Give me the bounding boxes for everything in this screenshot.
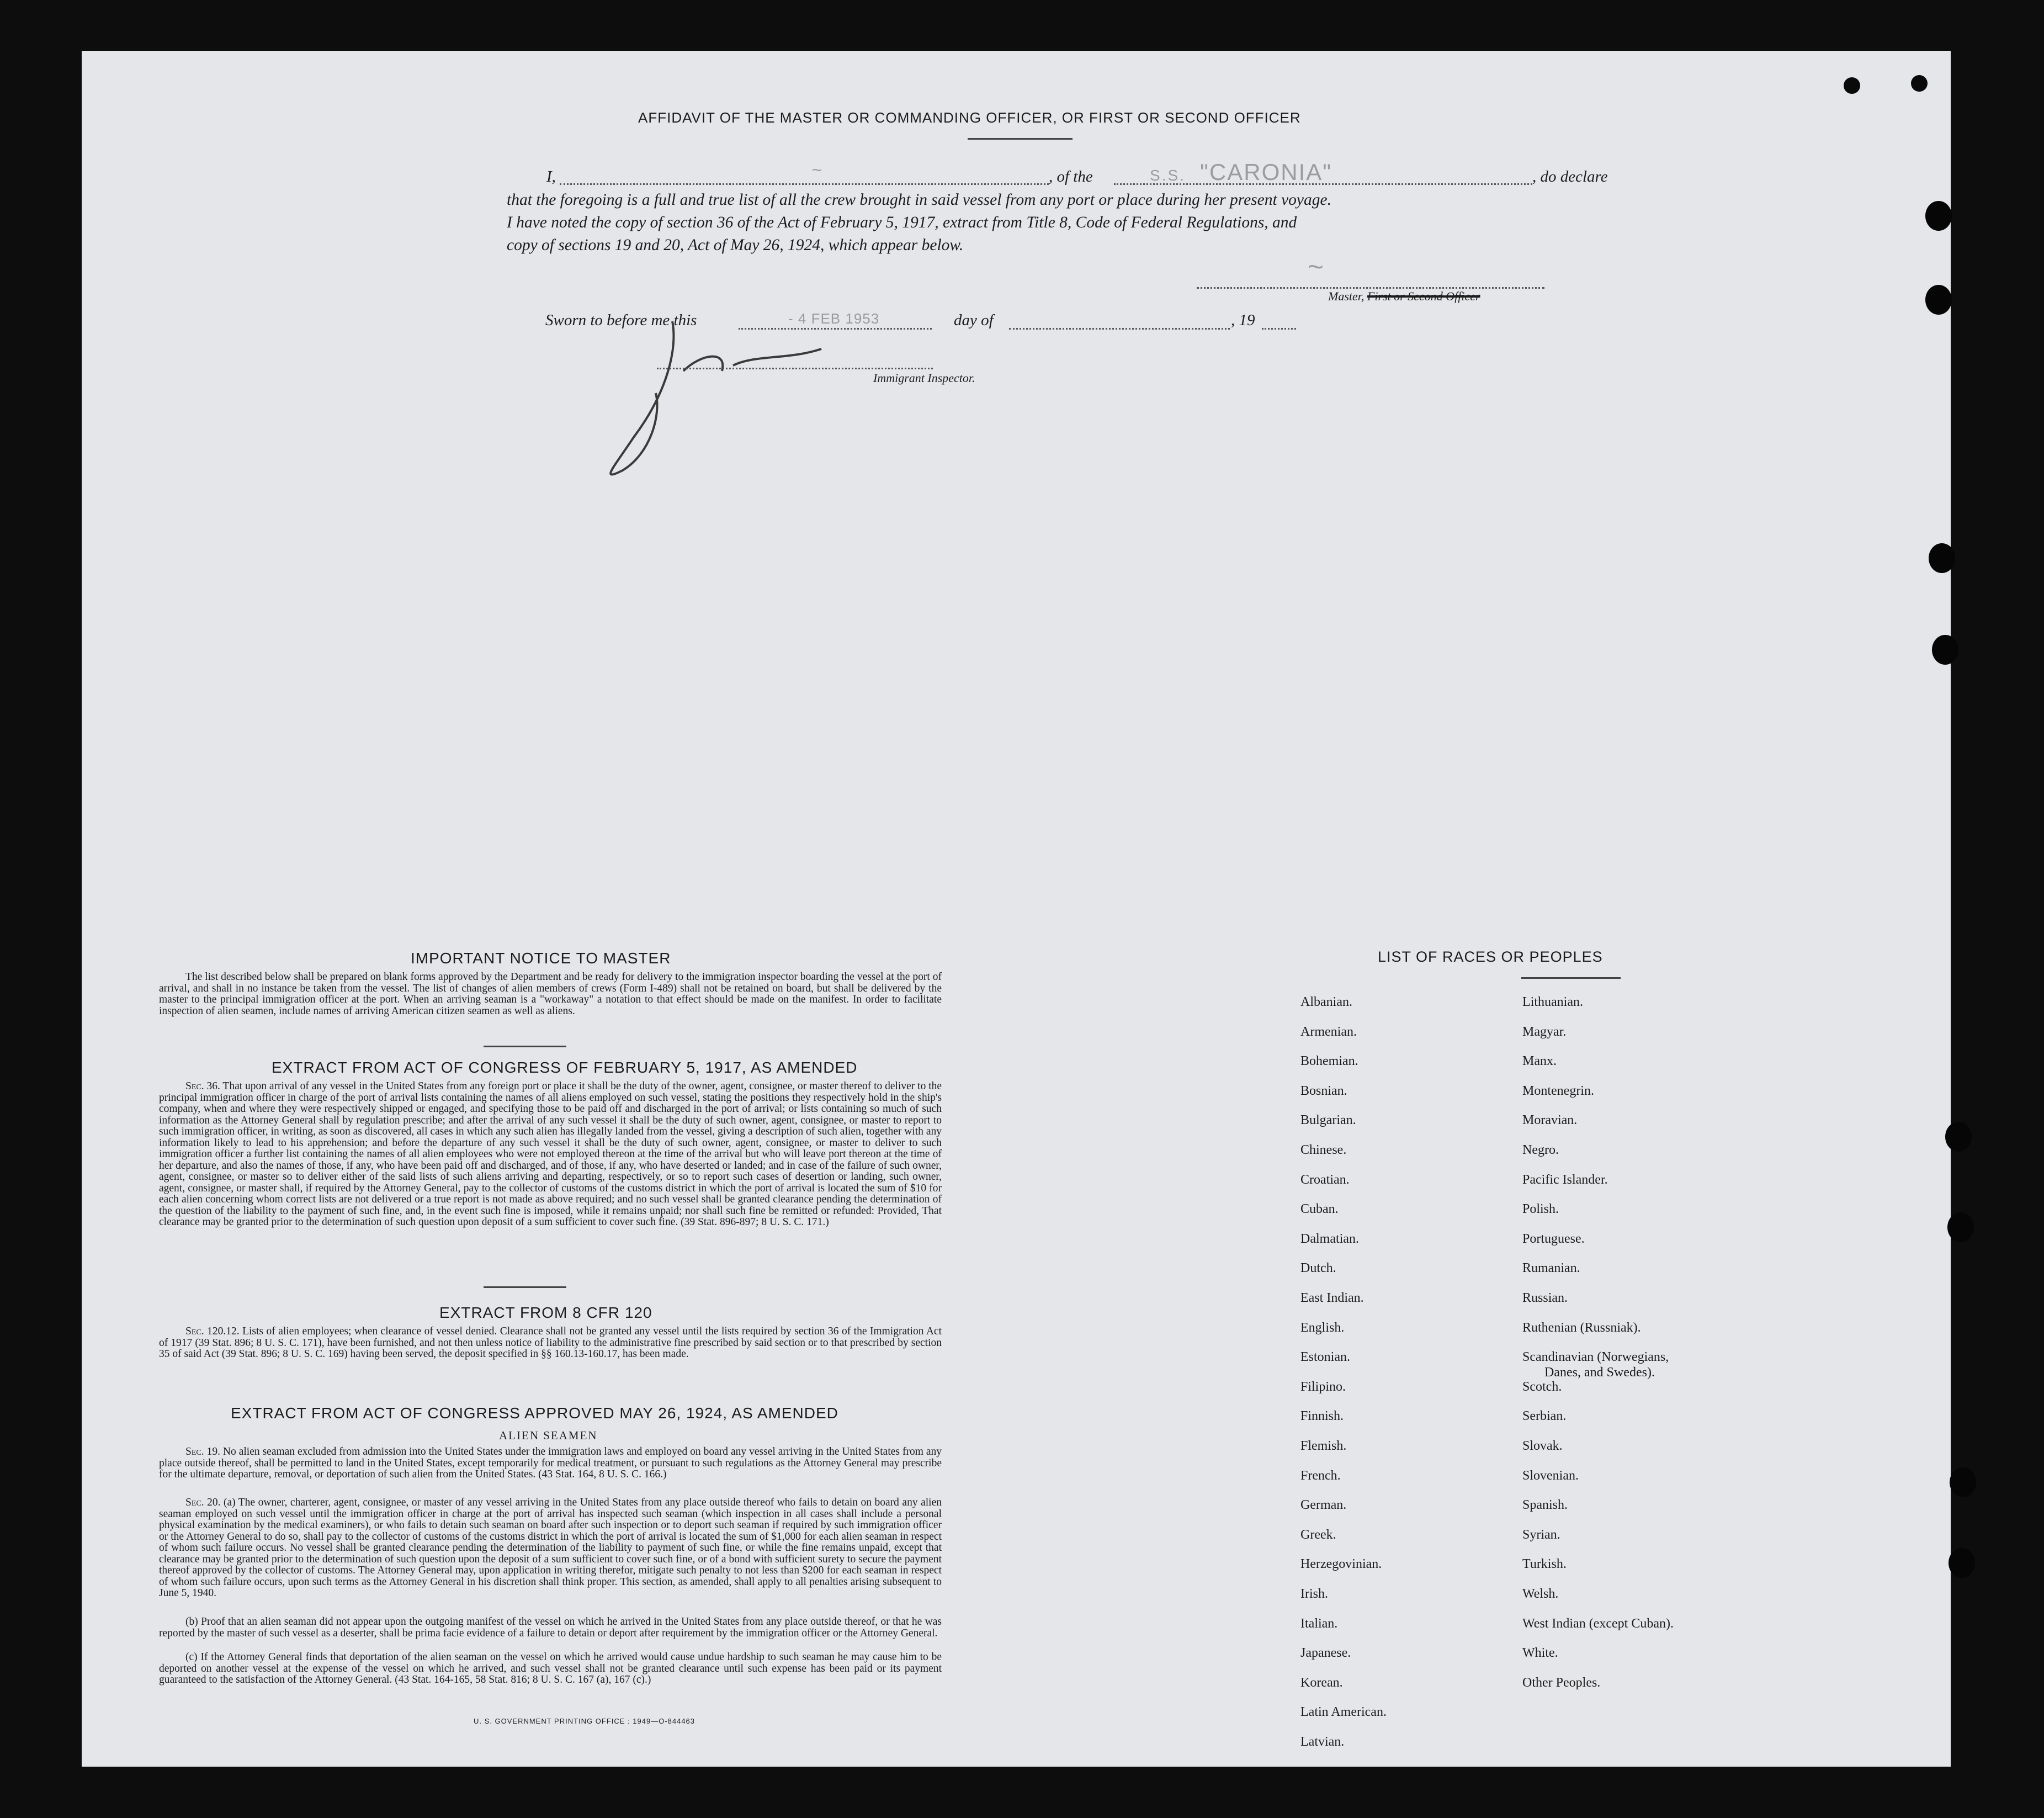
sec-36-body: That upon arrival of any vessel in the United States from any foreign port or place it shall be the duty of the owner, agent, consignee, or master thereof to deliver to the principal immigration officer in charge of the port of arrival lists containing the names of all aliens employed on such vessel, stating the positions they respectively hold in the ship's company, when and where they were respectively shipped or engaged, and specifying those to be paid off and discharged in the port of arrival; or lists containing so much of such information as the Attorney General shall by regulation prescribe; and after the arrival of any such vessel it shall be the duty of such owner, agent, consignee, or master to report to such immigration officer, in writing, as soon as discovered, all cases in which any such alien has illegally landed from the vessel, giving a description of such alien, together with any information likely to lead to his apprehension; and before the departure of any such vessel it shall be the duty of such owner, agent, consignee, or master to deliver to such immigration officer a further list containing the names of all alien employees who were not employed thereon at the time of the arrival but who will leave port thereon at the time of her departure, and also the names of those, if any, who have been paid off and discharged, and of those, if any, who have deserted or landed; and in case of the failure of such owner, agent, consignee, or master so to deliver either of the said lists of such aliens arriving and departing, respectively, or so to report such cases of desertion or landing, such owner, agent, consignee, or master shall, if required by the Attorney General, pay to the collector of customs of the customs district in which the port of arrival is located the sum of $10 for each alien concerning whom correct lists are not delivered or a true report is not made as above required; and no such vessel shall be granted clearance pending the determination of the question of the liability to the payment of such fine, and, in the event such fine is imposed, while it remains unpaid; nor shall such fine be remitted or refunded: Provided, That clearance may be granted prior to the determination of such question upon deposit of a sum sufficient to cover such fine. (39 Stat. 896-897; 8 U. S. C. 171.) [159, 1080, 942, 1228]
declaration-line-4: copy of sections 19 and 20, Act of May 26, 1924, which appear below. [507, 236, 964, 254]
binding-pin-1 [1844, 77, 1860, 94]
race-item: French. [1300, 1468, 1341, 1483]
race-item: German. [1300, 1498, 1347, 1513]
sec-20a-text [159, 1497, 942, 1599]
sec-19-label: Sec. 19. [185, 1446, 220, 1457]
extract-1924-title: EXTRACT FROM ACT OF CONGRESS APPROVED MAY 26, 1924, AS AMENDED [231, 1404, 838, 1422]
race-item: Korean. [1300, 1675, 1343, 1690]
binding-hole-1 [1925, 201, 1952, 231]
race-item: Manx. [1522, 1054, 1557, 1069]
year-field [1262, 328, 1296, 330]
race-item: Danes, and Swedes). [1544, 1365, 1655, 1380]
declarant-name-field [560, 183, 1049, 185]
affidavit-title: AFFIDAVIT OF THE MASTER OR COMMANDING OFFICER, OR FIRST OR SECOND OFFICER [638, 109, 1301, 126]
race-item: Finnish. [1300, 1409, 1344, 1424]
race-item: West Indian (except Cuban). [1522, 1616, 1674, 1631]
race-item: Magyar. [1522, 1024, 1567, 1039]
race-item: Bohemian. [1300, 1054, 1358, 1069]
race-item: Lithuanian. [1522, 995, 1583, 1009]
day-of-label: day of [954, 311, 994, 329]
inspector-label: Immigrant Inspector. [873, 371, 975, 385]
race-item: Negro. [1522, 1143, 1559, 1157]
sec-120-12-body: Lists of alien employees; when clearance of vessel denied. Clearance shall not be granted any vessel until the lists required by section 36 of the Immigration Act of 1917 (39 Stat. 896; 8 U. S. C. 171), have been furnished, and not then unless notice of liability to the administrative fine prescribed by said section or to that prescribed by section 35 of said Act (39 Stat. 896; 8 U. S. C. 169) having been served, the deposit specified in §§ 160.13-160.17, has been made. [159, 1326, 942, 1360]
race-item: Armenian. [1300, 1024, 1357, 1039]
race-item: Slovak. [1522, 1439, 1563, 1453]
of-the-label: , of the [1049, 168, 1093, 185]
race-item: Croatian. [1300, 1172, 1350, 1187]
race-item: Scandinavian (Norwegians, [1522, 1350, 1669, 1365]
alien-seamen-subtitle: ALIEN SEAMEN [499, 1429, 598, 1442]
vessel-name-stamp: "CARONIA" [1200, 159, 1332, 185]
inspector-signature [590, 310, 854, 498]
notice-text: The list described below shall be prepared on blank forms approved by the Department and be ready for delivery to the immigration inspector boarding the vessel at the port of arrival, and shall in no instance be taken from the vessel. The list of changes of alien members of crews (Form I-489) shall not be retained on board, but shall be delivered by the master to the principal immigration officer at the port. When an arriving seaman is a "workaway" a notation to that effect should be made on the manifest. In order to facilitate inspection of alien seamen, include names of arriving American citizen seamen as well as aliens. [159, 971, 942, 1017]
race-item: White. [1522, 1646, 1558, 1661]
race-item: Serbian. [1522, 1409, 1567, 1424]
sec-20a-body: (a) The owner, charterer, agent, consignee, or master of any vessel arriving in the United States from any place outside thereof who fails to detain on board any alien seaman employed on such vessel until the immigration officer in charge at the port of arrival has inspected such seaman (which inspection in all cases shall include a personal physical examination by the medical examiners), or who fails to detain such seaman on board after such inspection or to deport such seaman if required by such immigration officer or the Attorney General to do so, shall pay to the collector of customs of the customs district in which the port of arrival is located the sum of $1,000 for each alien seaman in respect of whom such failure occurs. No vessel shall be granted clearance pending the determination of the liability to payment of such fine, or while the fine remains unpaid, except that clearance may be granted prior to the determination of such question upon the deposit of a sum sufficient to cover such fine, or of a bond with sufficient surety to secure the payment thereof approved by the collector of customs. The Attorney General may, upon application in writing therefor, mitigate such penalty to not less than $200 for each seaman in respect of whom such failure occurs, upon such terms as the Attorney General in his discretion shall think proper. This section, as amended, shall apply to all penalties arising subsequent to June 5, 1940. [159, 1497, 942, 1599]
race-item: Flemish. [1300, 1439, 1347, 1453]
race-item: Latvian. [1300, 1735, 1345, 1749]
sec-20b-text: (b) Proof that an alien seaman did not appear upon the outgoing manifest of the vessel on which he arrived in the United States from any place outside thereof, or that he was reported by the master of such vessel as a deserter, shall be prima facie evidence of a failure to detain or deport after requirement by the immigration officer or the Attorney General. [159, 1616, 942, 1639]
race-item: Spanish. [1522, 1498, 1568, 1513]
race-item: Turkish. [1522, 1557, 1567, 1572]
race-item: Latin American. [1300, 1705, 1387, 1720]
declaration-line-2: that the foregoing is a full and true list of all the crew brought in said vessel from any port or place during her present voyage. [507, 191, 1331, 209]
race-item: Chinese. [1300, 1143, 1347, 1157]
race-item: Moravian. [1522, 1113, 1578, 1128]
sec-19-text [159, 1446, 942, 1481]
race-item: Portuguese. [1522, 1231, 1585, 1246]
race-item: Albanian. [1300, 995, 1352, 1009]
sec-20-label: Sec. 20. [185, 1497, 221, 1508]
notice-title: IMPORTANT NOTICE TO MASTER [411, 950, 671, 967]
binding-pin-2 [1911, 75, 1928, 92]
year-label: , 19 [1231, 311, 1255, 329]
race-item: English. [1300, 1320, 1345, 1335]
race-item: Russian. [1522, 1291, 1568, 1305]
race-item: Dutch. [1300, 1261, 1336, 1276]
declarant-label: I, [546, 168, 556, 185]
declaration-line-3: I have noted the copy of section 36 of the Act of February 5, 1917, extract from Title 8, Code of Federal Regulations, and [507, 214, 1297, 231]
race-item: Estonian. [1300, 1350, 1350, 1365]
race-item: East Indian. [1300, 1291, 1364, 1305]
extract-1917-title: EXTRACT FROM ACT OF CONGRESS OF FEBRUARY 5, 1917, AS AMENDED [272, 1059, 858, 1076]
sec-20c-text: (c) If the Attorney General finds that deportation of the alien seaman on the vessel on which he arrived would cause undue hardship to such seaman he may cause him to be deported on another vessel at the expense of the vessel on which he arrived, and such vessel shall not be granted clearance until such expense has been paid or its payment guaranteed to the satisfaction of the Attorney General. (43 Stat. 164-165, 58 Stat. 816; 8 U. S. C. 167 (a), 167 (c).) [159, 1651, 942, 1686]
master-signature-stamp: ~ [1307, 251, 1324, 282]
master-label [1328, 289, 1480, 304]
sec-36-label: Sec. 36. [185, 1080, 220, 1092]
binding-hole-3 [1929, 543, 1955, 573]
master-title: Master, [1328, 289, 1365, 303]
race-item: Pacific Islander. [1522, 1172, 1608, 1187]
binding-hole-8 [1949, 1548, 1975, 1578]
master-signature-line [1197, 287, 1544, 289]
sworn-label: Sworn to before me this [545, 311, 697, 329]
sec-120-12-label: Sec. 120.12. [185, 1326, 240, 1337]
race-item: Rumanian. [1522, 1261, 1580, 1276]
race-item: Syrian. [1522, 1527, 1560, 1542]
race-item: Italian. [1300, 1616, 1338, 1631]
race-item: Other Peoples. [1522, 1675, 1601, 1690]
binding-hole-7 [1950, 1467, 1976, 1497]
inspector-signature-line [657, 368, 933, 369]
date-stamp: - 4 FEB 1953 [788, 310, 880, 327]
race-item: Filipino. [1300, 1379, 1346, 1394]
vessel-prefix: S.S. [1150, 167, 1186, 184]
race-item: Montenegrin. [1522, 1083, 1594, 1098]
document-page [82, 51, 1951, 1767]
sec-19-body: No alien seaman excluded from admission into the United States under the immigration laws and employed on board any vessel arriving in the United States from any place outside thereof, shall be permitted to land in the United States, except temporarily for medical treatment, or pursuant to such regulations as the Attorney General may prescribe for the ultimate departure, removal, or deportation of such alien from the United States. (43 Stat. 164, 8 U. S. C. 166.) [159, 1446, 942, 1480]
struck-officer-text: First or Second Officer [1367, 289, 1480, 303]
printing-office-footer: U. S. GOVERNMENT PRINTING OFFICE : 1949—O-844463 [474, 1717, 696, 1725]
binding-hole-6 [1947, 1212, 1974, 1242]
binding-hole-2 [1925, 285, 1952, 315]
race-item: Irish. [1300, 1587, 1328, 1601]
do-declare-label: , do declare [1532, 168, 1608, 185]
race-item: Herzegovinian. [1300, 1557, 1382, 1572]
race-item: Scotch. [1522, 1379, 1562, 1394]
race-item: Japanese. [1300, 1646, 1351, 1661]
race-item: Slovenian. [1522, 1468, 1579, 1483]
race-item: Greek. [1300, 1527, 1336, 1542]
race-item: Dalmatian. [1300, 1231, 1359, 1246]
cfr-title: EXTRACT FROM 8 CFR 120 [439, 1304, 652, 1321]
binding-hole-4 [1932, 635, 1958, 665]
race-item: Bulgarian. [1300, 1113, 1356, 1128]
extract-1917-text [159, 1081, 942, 1228]
master-signature: ~ [811, 160, 822, 180]
divider-2 [484, 1286, 566, 1288]
cfr-text [159, 1326, 942, 1360]
divider-1 [484, 1046, 566, 1047]
races-title: LIST OF RACES OR PEOPLES [1378, 948, 1603, 965]
race-item: Welsh. [1522, 1587, 1559, 1601]
binding-hole-5 [1945, 1122, 1972, 1152]
race-item: Ruthenian (Russniak). [1522, 1320, 1641, 1335]
race-item: Cuban. [1300, 1202, 1339, 1217]
race-item: Polish. [1522, 1202, 1559, 1217]
month-field [1009, 328, 1230, 330]
title-divider [968, 138, 1073, 140]
race-item: Bosnian. [1300, 1083, 1347, 1098]
races-divider [1521, 977, 1621, 979]
